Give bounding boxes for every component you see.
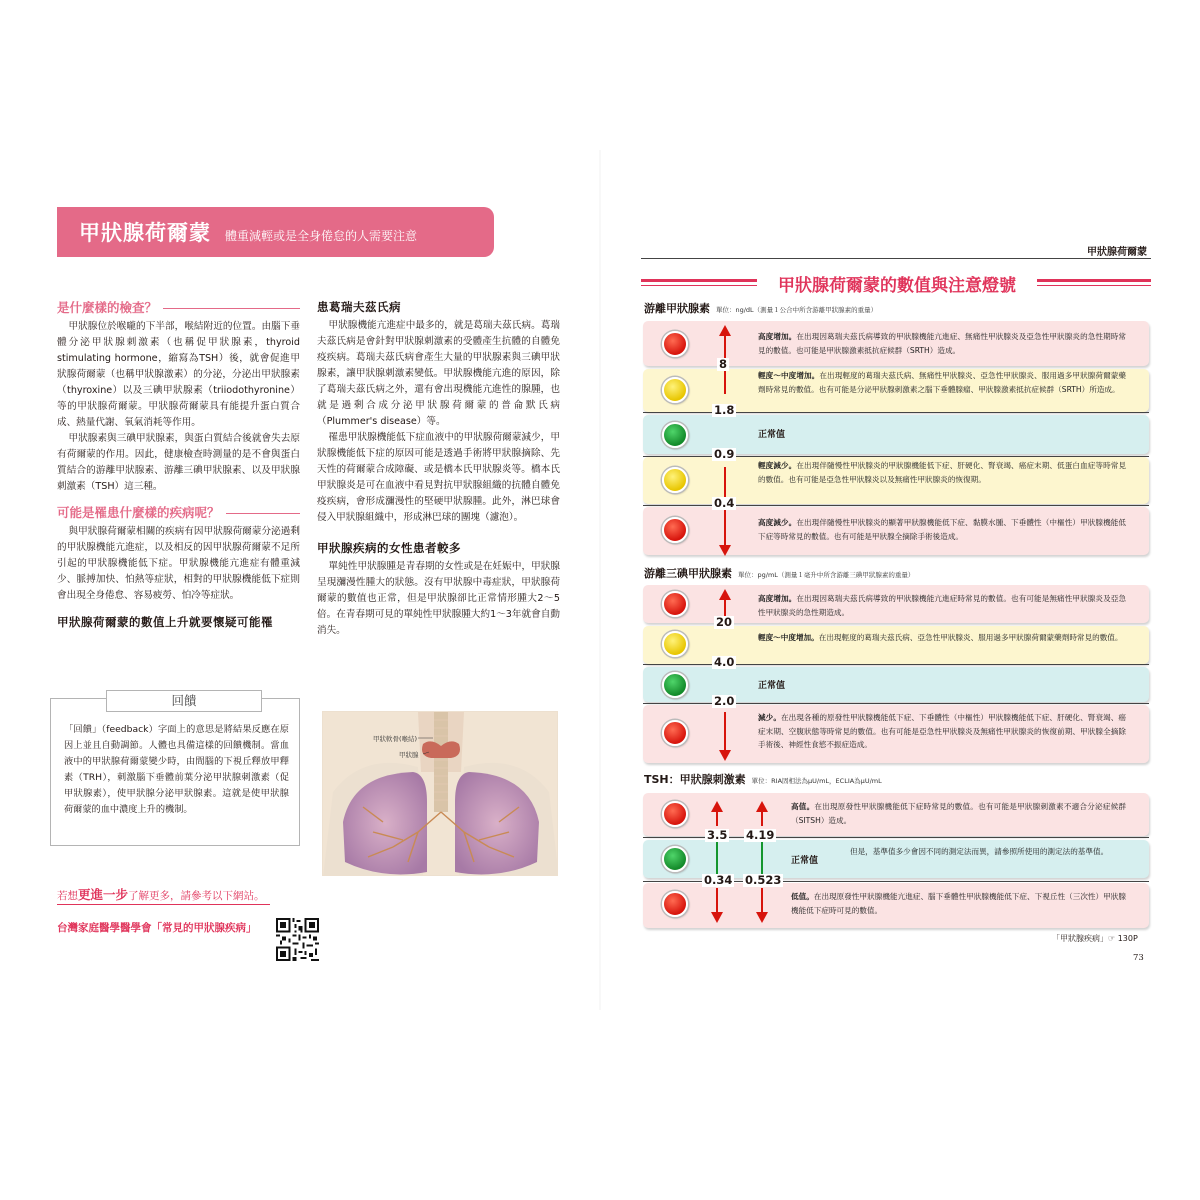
running-head-rule: [641, 258, 1151, 259]
tsh-eclia-axis-upper: [761, 810, 763, 826]
ft3-heading: 游離三碘甲狀腺素 單位：pg/mL（測量１毫升中所含游離三碘甲狀腺素的重量）: [644, 567, 915, 580]
ft4-mild-high-text: 輕度～中度增加。在出現輕度的葛瑞夫茲氏病、無痛性甲狀腺炎、亞急性甲狀腺炎、服用過多甲狀腺荷爾蒙藥劑時常見的數值。也有可能是分泌甲狀腺刺激素之腦下垂體腺瘤、甲狀腺激素抵抗症候群（SRTH）所造成。: [758, 371, 1127, 394]
women-paragraph: 單純性甲狀腺腫是青春期的女性或是在妊娠中，甲狀腺呈現瀰漫性腫大的狀態。沒有甲狀腺中毒症狀，甲狀腺荷爾蒙的數值也正常，但是甲狀腺卻比正常情形腫大2～5倍。在青春期可見的單純性甲狀腺腫大約1～3年就會自動消失。: [317, 561, 560, 636]
red-light-icon: [662, 801, 688, 827]
red-light-icon: [662, 591, 688, 617]
green-light-icon: [662, 846, 688, 872]
ft3-cutoff-2-0: 2.0: [714, 694, 735, 708]
yellow-light-icon: [662, 467, 688, 493]
tsh-eclia-cutoff-0-523: 0.523: [745, 873, 782, 887]
tsh-ria-axis-lower: [716, 888, 718, 912]
tsh-heading: TSH：甲狀腺刺激素 單位：RIA固相法為μU/mL，ECLIA為μU/mL: [644, 773, 882, 786]
ft4-down-arrow-icon: [719, 545, 731, 556]
ft4-cutoff-1-8: 1.8: [714, 403, 735, 417]
graves-heading: 患葛瑞夫茲氏病: [317, 300, 401, 314]
tsh-unit: 單位：RIA固相法為μU/mL，ECLIA為μU/mL: [751, 777, 882, 785]
ft4-cutoff-0-9: 0.9: [714, 447, 735, 461]
tsh-eclia-down-arrow-icon: [756, 912, 768, 923]
tsh-low-text: 低值。在出現原發性甲狀腺機能亢進症、腦下垂體性甲狀腺機能低下症、下視丘性（三次性）甲狀腺機能低下症時可見的數值。: [791, 892, 1126, 915]
disease-paragraph: 與甲狀腺荷爾蒙相關的疾病有因甲狀腺荷爾蒙分泌過剩的甲狀腺機能亢進症，以及相反的因甲狀腺荷爾蒙不足所引起的甲狀腺機能低下症。甲狀腺機能亢進症有體重減少、脈搏加快、怕熱等症狀，相對的甲狀腺機能低下症則會出現全身倦怠、容易疲勞、怕冷等症狀。: [57, 526, 300, 601]
reference-site-link[interactable]: 台灣家庭醫學醫學會「常見的甲狀腺疾病」: [57, 922, 257, 934]
tsh-ria-down-arrow-icon: [711, 912, 723, 923]
ft3-low-text: 減少。在出現各種的原發性甲狀腺機能低下症、下垂體性（中樞性）甲狀腺機能低下症、肝硬化、腎衰竭、癌症末期、空腹狀態等時常見的數值。也有可能是亞急性甲狀腺炎及無痛性甲狀腺炎的恢復前期、甲狀腺全摘除手術後、神經性食慾不振症造成。: [758, 713, 1127, 749]
ft3-cutoff-4-0: 4.0: [714, 655, 735, 669]
feedback-text: 「回饋」（feedback）字面上的意思是將結果反應在原因上並且自動調節。人體也具備這樣的回饋機制。當血液中的甲狀腺荷爾蒙變少時，由間腦的下視丘釋放甲釋素（TRH），刺激腦下垂體前葉分泌甲狀腺刺激素（促甲狀腺素），使甲狀腺分泌甲狀腺素。這就是使甲狀腺荷爾蒙的血中濃度上升的機制。: [64, 724, 289, 815]
section-title: 甲狀腺荷爾蒙的數值與注意燈號: [757, 271, 1037, 296]
tsh-high-text: 高值。在出現原發性甲狀腺機能低下症時常見的數值。也有可能是甲狀腺刺激素不適合分泌症候群（SITSH）造成。: [791, 802, 1126, 825]
ft3-cutoff-20: 20: [716, 615, 733, 629]
chapter-title-banner: [57, 207, 494, 257]
page-number: 73: [1133, 953, 1144, 963]
qr-code-icon: [276, 918, 319, 961]
graves-paragraph-2: 罹患甲狀腺機能低下症血液中的甲狀腺荷爾蒙減少，甲狀腺機能低下症的原因可能是透過手術將甲狀腺摘除、先天性的荷爾蒙合成障礙、或是橋本氏甲狀腺炎等。橋本氏甲狀腺炎是可在血液中看見對抗甲狀腺組織的抗體自體免疫疾病，會形成瀰漫性的堅硬甲狀腺腫。此外，淋巴球會侵入甲狀腺組織中，形成淋巴球的團塊（濾泡）。: [317, 432, 560, 523]
yellow-light-icon: [662, 377, 688, 403]
tsh-ria-cutoff-3-5: 3.5: [707, 828, 728, 842]
ft4-cutoff-0-4: 0.4: [714, 496, 735, 510]
thyroid-cartilage-label: 甲狀軟骨(喉結): [373, 735, 418, 743]
yellow-light-icon: [662, 631, 688, 657]
chapter-title: 甲狀腺荷爾蒙: [79, 221, 211, 245]
tsh-eclia-cutoff-4-19: 4.19: [746, 828, 775, 842]
ft3-axis-lower: [724, 712, 726, 752]
thyroid-gland-label: 甲狀腺: [399, 751, 419, 759]
ft4-high-text: 高度增加。在出現因葛瑞夫茲氏病導致的甲狀腺機能亢進症、無痛性甲狀腺炎及亞急性甲狀腺炎的急性期時常見的數值。也可能是甲狀腺激素抵抗症候群（SRTH）造成。: [758, 332, 1126, 355]
graves-paragraph-1: 甲狀腺機能亢進症中最多的，就是葛瑞夫茲氏病。葛瑞夫茲氏病是會針對甲狀腺刺激素的受體產生抗體的自體免疫疾病。葛瑞夫茲氏病會產生大量的甲狀腺素與三碘甲狀腺素，讓甲狀腺刺激素變低。甲狀腺機能亢進的原因，除了葛瑞夫茲氏病之外，還有會出現機能亢進性的腺腫，也就是過剩合成分泌甲狀腺荷爾蒙的普侖默氏病（Plummer's disease）等。: [317, 320, 560, 427]
ft4-heading: 游離甲狀腺素 單位：ng/dL（測量１公合中所含游離甲狀腺素的重量）: [644, 302, 878, 315]
red-light-icon: [662, 331, 688, 357]
women-heading: 甲狀腺疾病的女性患者較多: [317, 541, 461, 555]
tsh-eclia-normal-axis: [761, 842, 763, 874]
tsh-normal-label: 正常值: [791, 856, 819, 866]
more-info-underline: [57, 904, 270, 905]
ft4-cutoff-8: 8: [719, 357, 728, 371]
ft3-unit: 單位：pg/mL（測量１毫升中所含游離三碘甲狀腺素的重量）: [738, 571, 915, 579]
tsh-eclia-axis-lower: [761, 888, 763, 912]
anatomy-drawing: [323, 712, 558, 876]
chapter-subtitle: 體重減輕或是全身倦怠的人需要注意: [225, 228, 418, 243]
what-test-paragraph-2: 甲狀腺素與三碘甲狀腺素，與蛋白質結合後就會失去原有荷爾蒙的作用。因此，健康檢查時測量的是不會與蛋白質結合的游離甲狀腺素、游離三碘甲狀腺素、以及甲狀腺刺激素（TSH）這三種。: [57, 433, 300, 492]
ft4-low-text: 高度減少。在出現伴隨慢性甲狀腺炎的顯著甲狀腺機能低下症、黏膜水腫、下垂體性（中樞性）甲狀腺機能低下症等時常見的數值。也有可能是甲狀腺全摘除手術後造成。: [758, 518, 1126, 541]
tsh-ria-cutoff-0-34: 0.34: [704, 873, 733, 887]
ft4-normal-label: 正常值: [758, 430, 786, 440]
green-light-icon: [662, 422, 688, 448]
left-column-1: [57, 298, 300, 633]
red-light-icon: [662, 517, 688, 543]
what-test-heading: 是什麼樣的檢查？: [57, 300, 300, 316]
what-test-paragraph-1: 甲狀腺位於喉嚨的下半部，喉結附近的位置。由腦下垂體分泌甲狀腺刺激素（也稱促甲狀腺素，thyroid stimulating hormone，縮寫為TSH）後，就會促進甲狀腺荷爾蒙（也稱甲狀腺激素）的分泌，分泌出甲狀腺素（thyroxine）以及三碘甲狀腺素（triiodothyronine）等的甲狀腺荷爾蒙。甲狀腺荷爾蒙具有能提升蛋白質合成、熱量代謝、氧氣消耗等作用。: [57, 321, 300, 428]
ft3-normal-label: 正常值: [758, 681, 786, 691]
ft4-mild-low-text: 輕度減少。在出現伴隨慢性甲狀腺炎的甲狀腺機能低下症、肝硬化、腎衰竭、癌症末期、低蛋白血症等時常見的數值。也有可能是亞急性甲狀腺炎以及無痛性甲狀腺炎的恢復期。: [758, 461, 1126, 484]
red-light-icon: [662, 720, 688, 746]
suspect-heading: 甲狀腺荷爾蒙的數值上升就要懷疑可能罹: [57, 615, 273, 629]
thyroid-lung-illustration: [322, 711, 558, 876]
red-light-icon: [662, 891, 688, 917]
ft3-mild-high-text: 輕度～中度增加。在出現輕度的葛瑞夫茲氏病、亞急性甲狀腺炎、服用過多甲狀腺荷爾蒙藥劑時常見的數值。: [758, 633, 1123, 642]
tsh-ria-normal-axis: [716, 842, 718, 874]
tsh-ria-axis-upper: [716, 810, 718, 826]
running-head: 甲狀腺荷爾蒙: [1087, 247, 1147, 258]
tsh-normal-text: 但是，基準值多少會因不同的測定法而異，請參照所使用的測定法的基準值。: [850, 847, 1109, 856]
green-light-icon: [662, 672, 688, 698]
disease-heading: 可能是罹患什麼樣的疾病呢？: [57, 505, 300, 521]
ft4-unit: 單位：ng/dL（測量１公合中所含游離甲狀腺素的重量）: [716, 306, 878, 314]
qr-code[interactable]: [276, 918, 319, 961]
left-column-2: [317, 298, 560, 639]
ft3-high-text: 高度增加。在出現因葛瑞夫茲氏病導致的甲狀腺機能亢進症時常見的數值。也有可能是無痛性甲狀腺炎及亞急性甲狀腺炎的急性期造成。: [758, 594, 1126, 617]
more-info-line: 若想更進一步了解更多，請參考以下網站。: [57, 887, 265, 902]
feedback-tab: 回饋: [106, 690, 262, 712]
ft3-down-arrow-icon: [719, 750, 731, 761]
cross-reference: 「甲狀腺疾病」☞ 130P: [1052, 934, 1138, 943]
